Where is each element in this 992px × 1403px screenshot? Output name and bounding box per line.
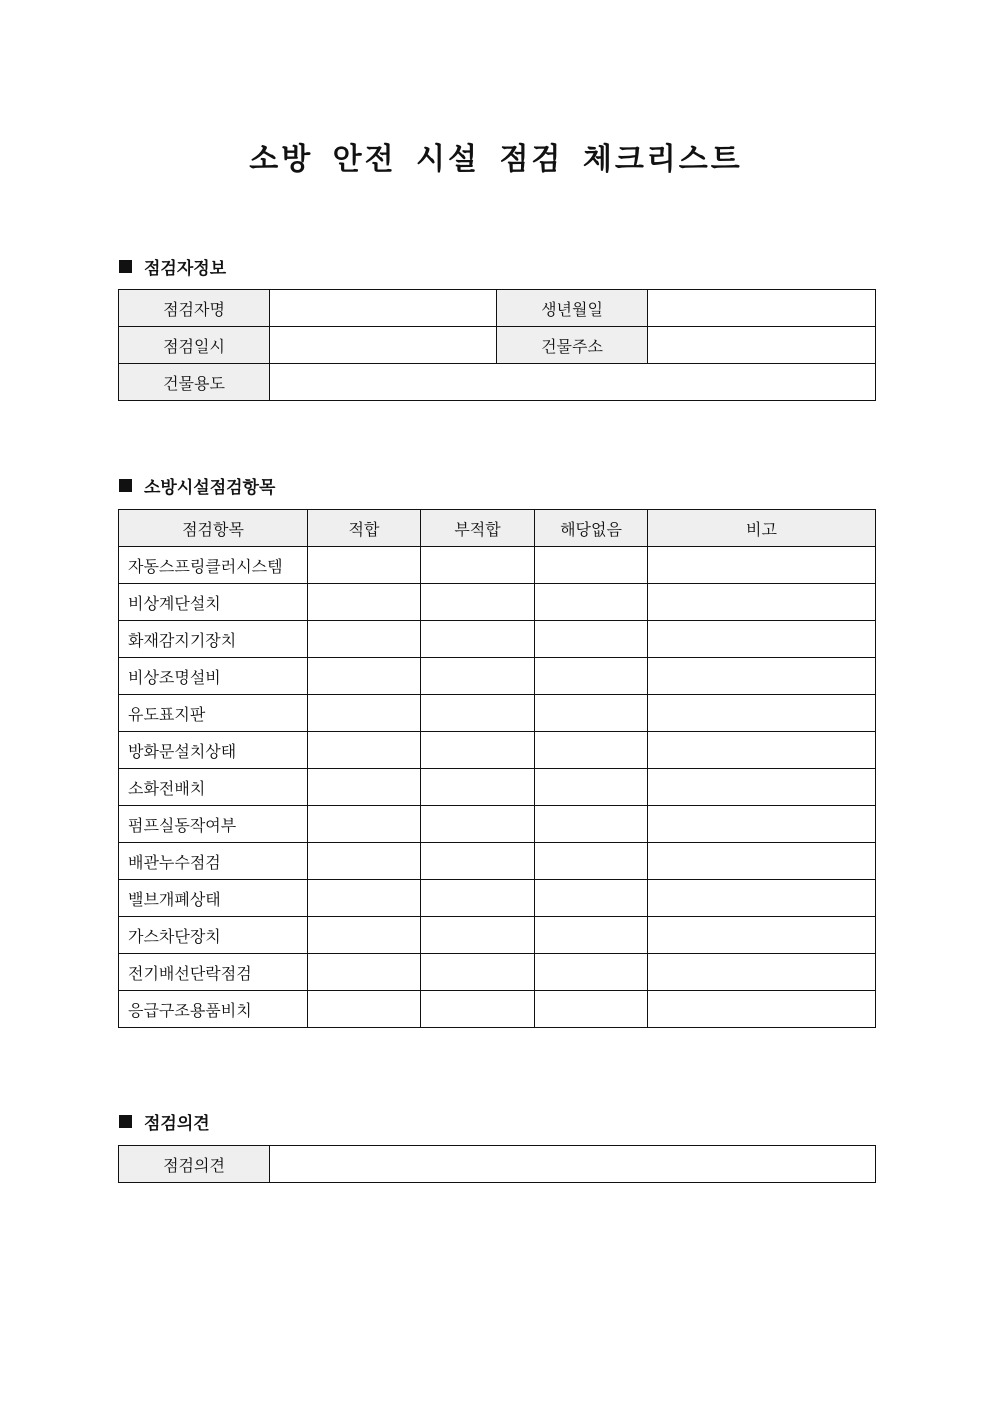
table-row bbox=[119, 732, 876, 769]
na-cell[interactable] bbox=[535, 732, 648, 769]
item-label: 소화전배치 bbox=[119, 769, 308, 806]
building-use-label: 건물용도 bbox=[119, 364, 270, 401]
item-label: 유도표지판 bbox=[119, 695, 308, 732]
inspector-name-field[interactable] bbox=[270, 290, 497, 327]
item-label: 가스차단장치 bbox=[119, 917, 308, 954]
building-address-field[interactable] bbox=[648, 327, 876, 364]
fail-cell[interactable] bbox=[421, 917, 535, 954]
section-inspector-info bbox=[119, 254, 226, 279]
pass-cell[interactable] bbox=[308, 732, 421, 769]
col-header-item: 점검항목 bbox=[119, 510, 308, 547]
item-label: 전기배선단락점검 bbox=[119, 954, 308, 991]
remarks-cell[interactable] bbox=[648, 880, 876, 917]
pass-cell[interactable] bbox=[308, 769, 421, 806]
square-bullet-icon bbox=[119, 1115, 132, 1128]
na-cell[interactable] bbox=[535, 843, 648, 880]
na-cell[interactable] bbox=[535, 954, 648, 991]
table-row bbox=[119, 547, 876, 584]
table-row bbox=[119, 843, 876, 880]
building-address-label: 건물주소 bbox=[497, 327, 648, 364]
remarks-cell[interactable] bbox=[648, 954, 876, 991]
na-cell[interactable] bbox=[535, 658, 648, 695]
checklist-table bbox=[118, 509, 876, 1028]
na-cell[interactable] bbox=[535, 584, 648, 621]
fail-cell[interactable] bbox=[421, 547, 535, 584]
section-title-label: 점검자정보 bbox=[144, 259, 227, 279]
remarks-cell[interactable] bbox=[648, 843, 876, 880]
item-label: 밸브개폐상태 bbox=[119, 880, 308, 917]
remarks-cell[interactable] bbox=[648, 584, 876, 621]
table-row bbox=[119, 584, 876, 621]
inspection-datetime-field[interactable] bbox=[270, 327, 497, 364]
section-checklist bbox=[119, 473, 275, 498]
pass-cell[interactable] bbox=[308, 695, 421, 732]
table-row bbox=[119, 658, 876, 695]
remarks-cell[interactable] bbox=[648, 991, 876, 1028]
inspector-info-table bbox=[118, 289, 876, 401]
remarks-cell[interactable] bbox=[648, 621, 876, 658]
item-label: 자동스프링클러시스템 bbox=[119, 547, 308, 584]
remarks-cell[interactable] bbox=[648, 917, 876, 954]
na-cell[interactable] bbox=[535, 917, 648, 954]
section-opinion bbox=[119, 1109, 210, 1134]
na-cell[interactable] bbox=[535, 880, 648, 917]
fail-cell[interactable] bbox=[421, 621, 535, 658]
pass-cell[interactable] bbox=[308, 621, 421, 658]
col-header-pass: 적합 bbox=[308, 510, 421, 547]
fail-cell[interactable] bbox=[421, 584, 535, 621]
item-label: 비상계단설치 bbox=[119, 584, 308, 621]
opinion-table bbox=[118, 1145, 876, 1183]
item-label: 응급구조용품비치 bbox=[119, 991, 308, 1028]
pass-cell[interactable] bbox=[308, 954, 421, 991]
fail-cell[interactable] bbox=[421, 843, 535, 880]
na-cell[interactable] bbox=[535, 621, 648, 658]
building-use-field[interactable] bbox=[270, 364, 876, 401]
fail-cell[interactable] bbox=[421, 732, 535, 769]
na-cell[interactable] bbox=[535, 806, 648, 843]
remarks-cell[interactable] bbox=[648, 769, 876, 806]
remarks-cell[interactable] bbox=[648, 547, 876, 584]
fail-cell[interactable] bbox=[421, 806, 535, 843]
fail-cell[interactable] bbox=[421, 991, 535, 1028]
na-cell[interactable] bbox=[535, 695, 648, 732]
fail-cell[interactable] bbox=[421, 695, 535, 732]
inspector-name-label: 점검자명 bbox=[119, 290, 270, 327]
inspection-datetime-label: 점검일시 bbox=[119, 327, 270, 364]
item-label: 화재감지기장치 bbox=[119, 621, 308, 658]
document-title: 소방 안전 시설 점검 체크리스트 bbox=[249, 142, 743, 177]
item-label: 펌프실동작여부 bbox=[119, 806, 308, 843]
table-row bbox=[119, 954, 876, 991]
table-row bbox=[119, 695, 876, 732]
pass-cell[interactable] bbox=[308, 547, 421, 584]
fail-cell[interactable] bbox=[421, 880, 535, 917]
item-label: 배관누수점검 bbox=[119, 843, 308, 880]
remarks-cell[interactable] bbox=[648, 806, 876, 843]
table-row bbox=[119, 917, 876, 954]
item-label: 비상조명설비 bbox=[119, 658, 308, 695]
remarks-cell[interactable] bbox=[648, 732, 876, 769]
section-title-label: 점검의견 bbox=[144, 1114, 210, 1134]
opinion-label: 점검의견 bbox=[119, 1146, 270, 1183]
opinion-field[interactable] bbox=[270, 1146, 876, 1183]
table-row bbox=[119, 769, 876, 806]
na-cell[interactable] bbox=[535, 769, 648, 806]
item-label: 방화문설치상태 bbox=[119, 732, 308, 769]
fail-cell[interactable] bbox=[421, 769, 535, 806]
pass-cell[interactable] bbox=[308, 843, 421, 880]
square-bullet-icon bbox=[119, 479, 132, 492]
square-bullet-icon bbox=[119, 260, 132, 273]
pass-cell[interactable] bbox=[308, 991, 421, 1028]
remarks-cell[interactable] bbox=[648, 658, 876, 695]
fail-cell[interactable] bbox=[421, 954, 535, 991]
pass-cell[interactable] bbox=[308, 880, 421, 917]
table-row bbox=[119, 621, 876, 658]
col-header-na: 해당없음 bbox=[535, 510, 648, 547]
birth-date-label: 생년월일 bbox=[497, 290, 648, 327]
fail-cell[interactable] bbox=[421, 658, 535, 695]
na-cell[interactable] bbox=[535, 991, 648, 1028]
remarks-cell[interactable] bbox=[648, 695, 876, 732]
pass-cell[interactable] bbox=[308, 917, 421, 954]
pass-cell[interactable] bbox=[308, 658, 421, 695]
checklist-header-row bbox=[119, 510, 876, 547]
table-row bbox=[119, 880, 876, 917]
table-row bbox=[119, 991, 876, 1028]
section-title-label: 소방시설점검항목 bbox=[144, 478, 276, 498]
pass-cell[interactable] bbox=[308, 806, 421, 843]
pass-cell[interactable] bbox=[308, 584, 421, 621]
table-row bbox=[119, 806, 876, 843]
col-header-remarks: 비고 bbox=[648, 510, 876, 547]
col-header-fail: 부적합 bbox=[421, 510, 535, 547]
na-cell[interactable] bbox=[535, 547, 648, 584]
birth-date-field[interactable] bbox=[648, 290, 876, 327]
